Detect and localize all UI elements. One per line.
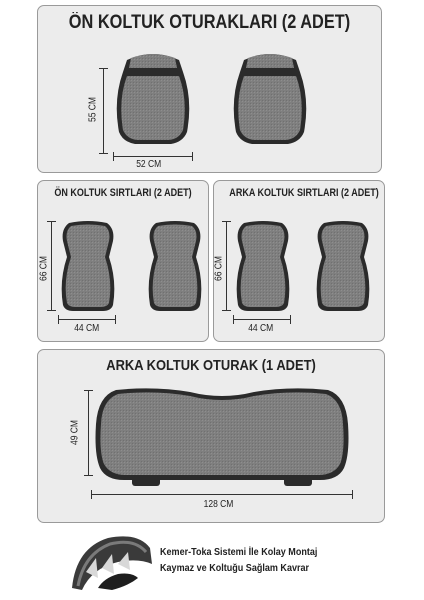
rear-backs-panel [213, 180, 385, 342]
rear-seat-panel [37, 349, 385, 523]
front-backs-width-label: 44 CM [74, 323, 100, 334]
rear-seat-height-line [88, 390, 89, 476]
front-seat-left-image [113, 50, 193, 146]
front-seats-width-label: 52 CM [136, 159, 162, 170]
front-seats-title: ÖN KOLTUK OTURAKLARI (2 ADET) [68, 12, 351, 33]
front-back-right-image [146, 221, 204, 313]
rear-back-right-image [314, 221, 372, 313]
rear-backs-height-line [226, 221, 227, 311]
rear-seat-height-label: 49 CM [69, 419, 81, 446]
rear-backs-height-label: 66 CM [213, 255, 225, 282]
front-backs-height-line [51, 221, 52, 311]
rear-seat-image [94, 384, 350, 488]
front-backs-title: ÖN KOLTUK SIRTLARI (2 ADET) [54, 187, 192, 199]
feature-line-2: Kaymaz ve Koltuğu Sağlam Kavrar [160, 562, 310, 574]
front-seat-right-image [230, 50, 310, 146]
front-seats-height-line [103, 68, 104, 154]
front-back-left-image [59, 221, 117, 313]
front-backs-panel [37, 180, 209, 342]
rear-seat-width-line [91, 494, 353, 495]
rear-backs-title: ARKA KOLTUK SIRTLARI (2 ADET) [229, 187, 379, 199]
rear-seat-title: ARKA KOLTUK OTURAK (1 ADET) [106, 357, 316, 374]
rear-back-left-image [234, 221, 292, 313]
strap-buckle-image [68, 528, 154, 594]
rear-seat-width-label: 128 CM [203, 499, 234, 510]
rear-backs-width-line [233, 319, 291, 320]
front-backs-height-label: 66 CM [38, 255, 50, 282]
front-seats-width-line [113, 156, 193, 157]
front-seats-height-label: 55 CM [87, 96, 99, 123]
front-seats-panel [37, 5, 382, 173]
rear-backs-width-label: 44 CM [248, 323, 274, 334]
feature-line-1: Kemer-Toka Sistemi İle Kolay Montaj [160, 546, 318, 558]
front-backs-width-line [58, 319, 116, 320]
